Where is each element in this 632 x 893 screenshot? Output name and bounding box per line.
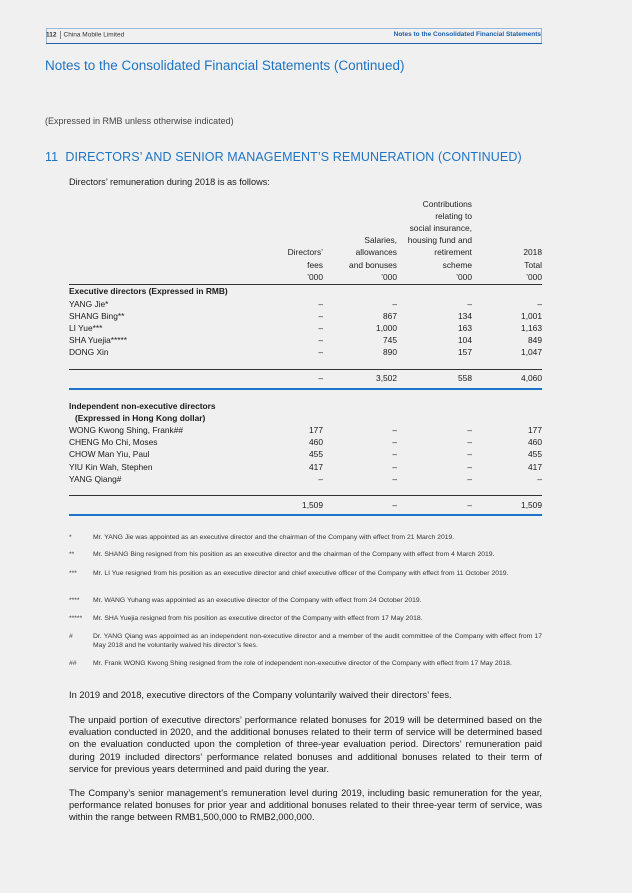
page-title: Notes to the Consolidated Financial Statements (Continued) [45, 58, 405, 73]
footnote-text: Mr. Frank WONG Kwong Shing resigned from the role of independent non-executive director of the Company with effect from 17 May 2018. [93, 660, 512, 667]
footnote [69, 659, 542, 668]
cell-value: – [537, 298, 542, 309]
footnote [69, 614, 542, 623]
table-header-row [69, 222, 542, 234]
footnote-text: Mr. LI Yue resigned from his position as an executive director and chief executive officer of the Company with effect from 11 October 2019. [93, 570, 509, 577]
cell-value: – [397, 495, 472, 515]
cell-value [472, 235, 542, 247]
indep-subheading-row [69, 412, 542, 424]
cell-value: – [318, 473, 323, 484]
cell-value: – [467, 298, 472, 309]
row-label [69, 495, 219, 515]
cell-value: – [467, 449, 472, 460]
cell-value: 460 [309, 437, 323, 448]
cell-value: 1,000 [376, 322, 397, 333]
cell-value: social insurance, [409, 222, 472, 233]
footnote [69, 632, 542, 650]
cell-value: 417 [309, 461, 323, 472]
company-name: China Mobile Limited [63, 31, 125, 39]
row-label: SHA Yuejia***** [69, 335, 128, 346]
cell-value: ’000 [472, 271, 542, 285]
cell-value [219, 198, 323, 210]
cell-value: 1,509 [219, 495, 323, 515]
exec-total-row [69, 369, 542, 389]
table-row [69, 322, 542, 334]
cell-value: – [318, 322, 323, 333]
section-label: (Expressed in Hong Kong dollar) [75, 412, 206, 423]
row-label [69, 222, 219, 234]
row-label: SHANG Bing** [69, 310, 125, 321]
cell-value: 558 [397, 369, 472, 389]
cell-value: 3,502 [323, 369, 397, 389]
cell-value: Salaries, [364, 235, 397, 246]
footnote-marker: ** [69, 551, 75, 558]
cell-value: – [392, 437, 397, 448]
footnote [69, 596, 542, 605]
cell-value: 4,060 [472, 369, 542, 389]
table-row [69, 346, 542, 358]
row-label: LI Yue*** [69, 322, 103, 333]
cell-value: 134 [458, 310, 472, 321]
cell-value: 163 [458, 322, 472, 333]
body-paragraph: The unpaid portion of executive directors’ performance related bonuses for 2019 will be determined based on the evaluation conducted in 2020, and the additional bonuses related to their term of service will be determined based on the evaluation conducted upon the completion of three-year evaluation period. Directors’ remuneration paid during 2019 included directors’ performance related bonuses and additional bonuses related to their term of service for previous years determined and paid during the year. [69, 715, 542, 774]
cell-value: – [537, 473, 542, 484]
row-label: YANG Jie* [69, 298, 109, 309]
table-row [69, 461, 542, 473]
cell-value: allowances [355, 247, 397, 258]
cell-value: 460 [528, 437, 542, 448]
table-header-row [69, 259, 542, 271]
footnote [69, 533, 542, 542]
table-row [69, 473, 542, 485]
row-label [69, 259, 219, 271]
row-label: CHENG Mo Chi, Moses [69, 437, 158, 448]
row-label [69, 247, 219, 259]
table-row [69, 448, 542, 460]
footnote [69, 569, 542, 578]
footnote-marker: * [69, 534, 72, 541]
body-paragraph: The Company’s senior management’s remuneration level during 2019, including basic remuneration for the year, performance related bonuses for prior year and additional bonuses related to their three-year term of service, was within the range between RMB1,500,000 to RMB2,000,000. [69, 788, 542, 823]
cell-value: 417 [528, 461, 542, 472]
cell-value: Total [524, 259, 542, 270]
spacer-row [69, 485, 542, 496]
cell-value: – [392, 298, 397, 309]
cell-value: – [392, 449, 397, 460]
cell-value: Directors’ [287, 247, 323, 258]
row-label [69, 235, 219, 247]
cell-value: – [467, 437, 472, 448]
cell-value [323, 222, 397, 234]
page-header-title: Notes to the Consolidated Financial Statements [393, 31, 541, 38]
cell-value: 890 [383, 347, 397, 358]
row-label [69, 198, 219, 210]
section-number: 11 [45, 150, 59, 164]
row-label [69, 369, 219, 389]
header-separator [60, 31, 61, 39]
cell-value: 2018 [523, 247, 542, 258]
table-header-row [69, 198, 542, 210]
cell-value: – [467, 424, 472, 435]
header-rule [46, 43, 542, 44]
footnote-marker: ***** [69, 615, 83, 622]
cell-value: 455 [309, 449, 323, 460]
indep-total-row [69, 495, 542, 515]
cell-value: 455 [528, 449, 542, 460]
cell-value [219, 210, 323, 222]
cell-value: relating to [435, 210, 472, 221]
cell-value: 157 [458, 347, 472, 358]
table-header-row [69, 235, 542, 247]
cell-value: retirement [434, 247, 472, 258]
cell-value: – [392, 461, 397, 472]
cell-value: – [318, 347, 323, 358]
table-header-row [69, 210, 542, 222]
cell-value: 745 [383, 335, 397, 346]
section-title: DIRECTORS’ AND SENIOR MANAGEMENT’S REMUNERATION (CONTINUED) [65, 150, 522, 164]
intro-text: Directors’ remuneration during 2018 is as follows: [69, 177, 270, 187]
table-header-row [69, 271, 542, 285]
spacer-row [69, 389, 542, 400]
currency-note: (Expressed in RMB unless otherwise indicated) [45, 116, 234, 126]
footnote-marker: # [69, 633, 73, 640]
cell-value: 177 [528, 424, 542, 435]
footnote-text: Mr. WANG Yuhang was appointed as an executive director of the Company with effect from 24 October 2019. [93, 597, 422, 604]
cell-value: – [392, 424, 397, 435]
footnote-text: Mr. SHANG Bing resigned from his position as an executive director and the chairman of the Company with effect from 4 March 2019. [93, 551, 495, 558]
table-header-row [69, 247, 542, 259]
cell-value: 1,509 [472, 495, 542, 515]
cell-value [323, 210, 397, 222]
cell-value: – [318, 335, 323, 346]
cell-value: 177 [309, 424, 323, 435]
table-row [69, 298, 542, 310]
table-row [69, 310, 542, 322]
cell-value: – [318, 298, 323, 309]
indep-heading-row [69, 400, 542, 412]
row-label [69, 210, 219, 222]
footnote-marker: ## [69, 660, 77, 667]
footnote-marker: *** [69, 570, 77, 577]
footnote-text: Mr. YANG Jie was appointed as an executive director and the chairman of the Company with effect from 21 March 2019. [93, 534, 455, 541]
cell-value: ’000 [397, 271, 472, 285]
section-heading [45, 150, 522, 164]
cell-value: – [318, 310, 323, 321]
cell-value: – [219, 369, 323, 389]
section-label: Independent non-executive directors [69, 400, 216, 411]
cell-value [472, 210, 542, 222]
footnote-text: Dr. YANG Qiang was appointed as an independent non-executive director and a member of the audit committee of the Company with effect from 17 May 2018 and he voluntarily waived his director’s fees. [93, 633, 542, 649]
cell-value: scheme [442, 259, 472, 270]
cell-value: and bonuses [349, 259, 397, 270]
cell-value: – [392, 473, 397, 484]
footnote-text: Mr. SHA Yuejia resigned from his position as executive director of the Company with effect from 17 May 2018. [93, 615, 423, 622]
table-row [69, 424, 542, 436]
cell-value: 867 [383, 310, 397, 321]
body-paragraph: In 2019 and 2018, executive directors of the Company voluntarily waived their directors’ fees. [69, 690, 452, 700]
cell-value: Contributions [422, 198, 472, 209]
cell-value: – [467, 473, 472, 484]
cell-value [219, 235, 323, 247]
cell-value: 1,047 [521, 347, 542, 358]
row-label: YIU Kin Wah, Stephen [69, 461, 153, 472]
row-label [69, 271, 219, 285]
cell-value: housing fund and [407, 235, 472, 246]
cell-value [323, 198, 397, 210]
footnote-marker: **** [69, 597, 80, 604]
cell-value: 104 [458, 335, 472, 346]
page-number: 112 [46, 31, 57, 39]
cell-value: 1,001 [521, 310, 542, 321]
exec-heading-row [69, 285, 542, 298]
table-row [69, 436, 542, 448]
table-row [69, 334, 542, 346]
section-label: Executive directors (Expressed in RMB) [69, 286, 228, 297]
row-label: YANG Qiang# [69, 473, 122, 484]
cell-value: 849 [528, 335, 542, 346]
cell-value: ’000 [219, 271, 323, 285]
page-header-left [46, 31, 124, 39]
cell-value [472, 222, 542, 234]
cell-value: ’000 [323, 271, 397, 285]
cell-value: – [467, 461, 472, 472]
cell-value: 1,163 [521, 322, 542, 333]
cell-value: – [323, 495, 397, 515]
footnote [69, 550, 542, 559]
cell-value [472, 198, 542, 210]
cell-value: fees [307, 259, 323, 270]
cell-value [219, 222, 323, 234]
row-label: DONG Xin [69, 347, 109, 358]
spacer-row [69, 359, 542, 370]
remuneration-table [69, 198, 542, 516]
row-label: WONG Kwong Shing, Frank## [69, 424, 184, 435]
row-label: CHOW Man Yiu, Paul [69, 449, 150, 460]
